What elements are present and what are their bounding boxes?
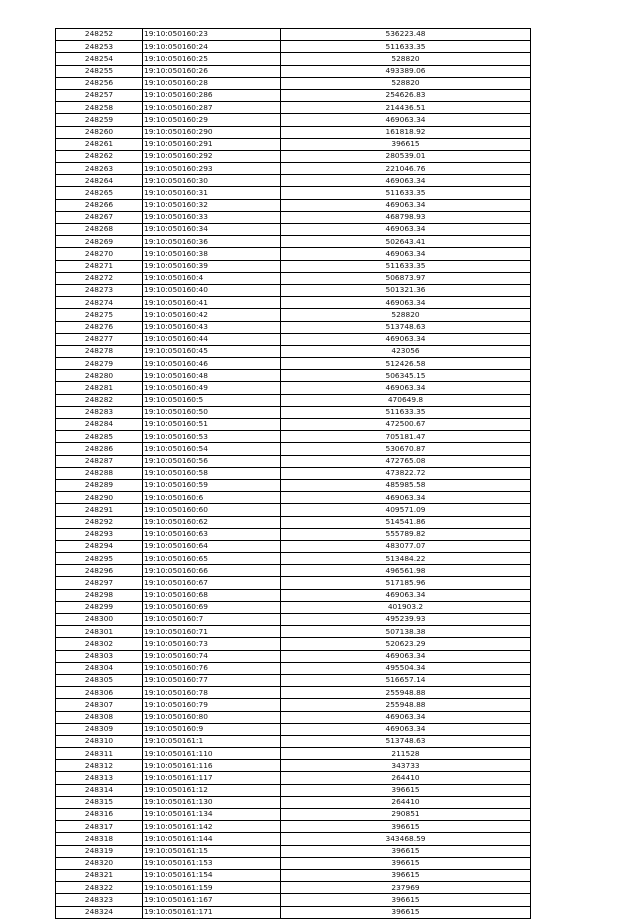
cadastral-number-cell: 19:10:050161:15 <box>143 845 281 857</box>
table-row <box>56 479 531 491</box>
row-number-cell: 248252 <box>56 29 143 41</box>
row-number-cell: 248274 <box>56 297 143 309</box>
row-number-cell: 248292 <box>56 516 143 528</box>
value-cell: 396615 <box>281 845 531 857</box>
row-number-cell: 248268 <box>56 224 143 236</box>
cadastral-number-cell: 19:10:050161:159 <box>143 882 281 894</box>
cadastral-number-cell: 19:10:050160:49 <box>143 382 281 394</box>
value-cell: 396615 <box>281 784 531 796</box>
row-number-cell: 248280 <box>56 370 143 382</box>
cadastral-number-cell: 19:10:050160:65 <box>143 553 281 565</box>
table-row <box>56 382 531 394</box>
row-number-cell: 248272 <box>56 272 143 284</box>
cadastral-number-cell: 19:10:050161:171 <box>143 906 281 918</box>
cadastral-number-cell: 19:10:050160:77 <box>143 674 281 686</box>
value-cell: 520623.29 <box>281 638 531 650</box>
value-cell: 469063.34 <box>281 589 531 601</box>
value-cell: 396615 <box>281 869 531 881</box>
row-number-cell: 248289 <box>56 479 143 491</box>
cadastral-number-cell: 19:10:050160:34 <box>143 224 281 236</box>
table-row <box>56 65 531 77</box>
row-number-cell: 248264 <box>56 175 143 187</box>
cadastral-number-cell: 19:10:050160:58 <box>143 467 281 479</box>
cadastral-number-cell: 19:10:050161:117 <box>143 772 281 784</box>
table-row <box>56 650 531 662</box>
table-row <box>56 882 531 894</box>
value-cell: 469063.34 <box>281 175 531 187</box>
row-number-cell: 248321 <box>56 869 143 881</box>
table-row <box>56 431 531 443</box>
value-cell: 536223.48 <box>281 29 531 41</box>
value-cell: 483077.07 <box>281 540 531 552</box>
cadastral-number-cell: 19:10:050161:1 <box>143 735 281 747</box>
value-cell: 705181.47 <box>281 431 531 443</box>
cadastral-number-cell: 19:10:050160:73 <box>143 638 281 650</box>
row-number-cell: 248276 <box>56 321 143 333</box>
cadastral-number-cell: 19:10:050160:26 <box>143 65 281 77</box>
value-cell: 469063.34 <box>281 248 531 260</box>
cadastral-number-cell: 19:10:050160:5 <box>143 394 281 406</box>
row-number-cell: 248300 <box>56 614 143 626</box>
value-cell: 512426.58 <box>281 358 531 370</box>
table-row <box>56 150 531 162</box>
table-row <box>56 833 531 845</box>
cadastral-number-cell: 19:10:050160:56 <box>143 455 281 467</box>
table-row <box>56 211 531 223</box>
cadastral-number-cell: 19:10:050160:28 <box>143 77 281 89</box>
row-number-cell: 248324 <box>56 906 143 918</box>
row-number-cell: 248302 <box>56 638 143 650</box>
value-cell: 470649.8 <box>281 394 531 406</box>
row-number-cell: 248254 <box>56 53 143 65</box>
value-cell: 396615 <box>281 138 531 150</box>
row-number-cell: 248261 <box>56 138 143 150</box>
value-cell: 511633.35 <box>281 41 531 53</box>
value-cell: 493389.06 <box>281 65 531 77</box>
cadastral-number-cell: 19:10:050160:25 <box>143 53 281 65</box>
table-row <box>56 163 531 175</box>
row-number-cell: 248263 <box>56 163 143 175</box>
cadastral-number-cell: 19:10:050161:142 <box>143 821 281 833</box>
table-row <box>56 869 531 881</box>
table-row <box>56 199 531 211</box>
cadastral-number-cell: 19:10:050161:167 <box>143 894 281 906</box>
row-number-cell: 248279 <box>56 358 143 370</box>
table-row <box>56 748 531 760</box>
cadastral-number-cell: 19:10:050160:23 <box>143 29 281 41</box>
row-number-cell: 248284 <box>56 419 143 431</box>
row-number-cell: 248287 <box>56 455 143 467</box>
row-number-cell: 248262 <box>56 150 143 162</box>
table-row <box>56 443 531 455</box>
row-number-cell: 248313 <box>56 772 143 784</box>
table-row <box>56 394 531 406</box>
cadastral-number-cell: 19:10:050160:286 <box>143 89 281 101</box>
table-row <box>56 126 531 138</box>
row-number-cell: 248318 <box>56 833 143 845</box>
table-row <box>56 723 531 735</box>
cadastral-number-cell: 19:10:050160:64 <box>143 540 281 552</box>
row-number-cell: 248265 <box>56 187 143 199</box>
row-number-cell: 248270 <box>56 248 143 260</box>
row-number-cell: 248315 <box>56 796 143 808</box>
cadastral-number-cell: 19:10:050161:153 <box>143 857 281 869</box>
row-number-cell: 248271 <box>56 260 143 272</box>
row-number-cell: 248303 <box>56 650 143 662</box>
table-row <box>56 906 531 918</box>
cadastral-number-cell: 19:10:050160:7 <box>143 614 281 626</box>
value-cell: 530670.87 <box>281 443 531 455</box>
row-number-cell: 248255 <box>56 65 143 77</box>
value-cell: 511633.35 <box>281 406 531 418</box>
table-row <box>56 711 531 723</box>
table-row <box>56 284 531 296</box>
row-number-cell: 248267 <box>56 211 143 223</box>
row-number-cell: 248298 <box>56 589 143 601</box>
row-number-cell: 248260 <box>56 126 143 138</box>
cadastral-number-cell: 19:10:050161:12 <box>143 784 281 796</box>
value-cell: 211528 <box>281 748 531 760</box>
table-row <box>56 224 531 236</box>
cadastral-number-cell: 19:10:050161:154 <box>143 869 281 881</box>
row-number-cell: 248288 <box>56 467 143 479</box>
value-cell: 290851 <box>281 809 531 821</box>
row-number-cell: 248257 <box>56 89 143 101</box>
cadastral-number-cell: 19:10:050160:76 <box>143 662 281 674</box>
cadastral-number-cell: 19:10:050160:67 <box>143 577 281 589</box>
row-number-cell: 248266 <box>56 199 143 211</box>
row-number-cell: 248285 <box>56 431 143 443</box>
table-row <box>56 516 531 528</box>
table-row <box>56 370 531 382</box>
table-row <box>56 333 531 345</box>
value-cell: 472500.67 <box>281 419 531 431</box>
cadastral-number-cell: 19:10:050160:43 <box>143 321 281 333</box>
table-row <box>56 321 531 333</box>
row-number-cell: 248323 <box>56 894 143 906</box>
row-number-cell: 248294 <box>56 540 143 552</box>
table-row <box>56 845 531 857</box>
row-number-cell: 248259 <box>56 114 143 126</box>
value-cell: 469063.34 <box>281 650 531 662</box>
row-number-cell: 248305 <box>56 674 143 686</box>
cadastral-number-cell: 19:10:050161:134 <box>143 809 281 821</box>
value-cell: 495504.34 <box>281 662 531 674</box>
table-row <box>56 894 531 906</box>
row-number-cell: 248316 <box>56 809 143 821</box>
row-number-cell: 248258 <box>56 102 143 114</box>
row-number-cell: 248278 <box>56 345 143 357</box>
table-row <box>56 345 531 357</box>
cadastral-number-cell: 19:10:050160:41 <box>143 297 281 309</box>
table-row <box>56 41 531 53</box>
value-cell: 514541.86 <box>281 516 531 528</box>
value-cell: 511633.35 <box>281 187 531 199</box>
table-row <box>56 821 531 833</box>
value-cell: 280539.01 <box>281 150 531 162</box>
value-cell: 511633.35 <box>281 260 531 272</box>
table-row <box>56 796 531 808</box>
value-cell: 528820 <box>281 53 531 65</box>
table-row <box>56 102 531 114</box>
table-row <box>56 614 531 626</box>
cadastral-number-cell: 19:10:050160:38 <box>143 248 281 260</box>
value-cell: 468798.93 <box>281 211 531 223</box>
cadastral-number-cell: 19:10:050160:31 <box>143 187 281 199</box>
table-row <box>56 309 531 321</box>
cadastral-number-cell: 19:10:050160:46 <box>143 358 281 370</box>
value-cell: 214436.51 <box>281 102 531 114</box>
table-row <box>56 175 531 187</box>
table-row <box>56 492 531 504</box>
table-row <box>56 528 531 540</box>
table-row <box>56 565 531 577</box>
table-row <box>56 540 531 552</box>
cadastral-number-cell: 19:10:050160:66 <box>143 565 281 577</box>
table-row <box>56 857 531 869</box>
row-number-cell: 248312 <box>56 760 143 772</box>
value-cell: 513748.63 <box>281 735 531 747</box>
cadastral-number-cell: 19:10:050160:293 <box>143 163 281 175</box>
value-cell: 469063.34 <box>281 711 531 723</box>
value-cell: 528820 <box>281 77 531 89</box>
row-number-cell: 248301 <box>56 626 143 638</box>
table-row <box>56 577 531 589</box>
cadastral-number-cell: 19:10:050160:36 <box>143 236 281 248</box>
value-cell: 396615 <box>281 821 531 833</box>
value-cell: 513748.63 <box>281 321 531 333</box>
cadastral-number-cell: 19:10:050160:71 <box>143 626 281 638</box>
row-number-cell: 248317 <box>56 821 143 833</box>
value-cell: 506873.97 <box>281 272 531 284</box>
cadastral-number-cell: 19:10:050160:6 <box>143 492 281 504</box>
value-cell: 343468.59 <box>281 833 531 845</box>
cadastral-number-cell: 19:10:050160:59 <box>143 479 281 491</box>
table-row <box>56 674 531 686</box>
table-row <box>56 638 531 650</box>
value-cell: 264410 <box>281 796 531 808</box>
cadastral-number-cell: 19:10:050160:291 <box>143 138 281 150</box>
value-cell: 396615 <box>281 857 531 869</box>
cadastral-number-cell: 19:10:050160:4 <box>143 272 281 284</box>
cadastral-number-cell: 19:10:050160:290 <box>143 126 281 138</box>
value-cell: 496561.98 <box>281 565 531 577</box>
row-number-cell: 248314 <box>56 784 143 796</box>
value-cell: 469063.34 <box>281 199 531 211</box>
cadastral-number-cell: 19:10:050160:63 <box>143 528 281 540</box>
table-row <box>56 772 531 784</box>
value-cell: 513484.22 <box>281 553 531 565</box>
row-number-cell: 248304 <box>56 662 143 674</box>
cadastral-number-cell: 19:10:050160:68 <box>143 589 281 601</box>
table-row <box>56 406 531 418</box>
table-row <box>56 735 531 747</box>
table-row <box>56 260 531 272</box>
value-cell: 396615 <box>281 894 531 906</box>
value-cell: 469063.34 <box>281 492 531 504</box>
cadastral-number-cell: 19:10:050160:45 <box>143 345 281 357</box>
row-number-cell: 248307 <box>56 699 143 711</box>
value-cell: 501321.36 <box>281 284 531 296</box>
value-cell: 506345.15 <box>281 370 531 382</box>
cadastral-number-cell: 19:10:050160:44 <box>143 333 281 345</box>
table-row <box>56 187 531 199</box>
row-number-cell: 248309 <box>56 723 143 735</box>
cadastral-number-cell: 19:10:050160:78 <box>143 687 281 699</box>
cadastral-number-cell: 19:10:050161:130 <box>143 796 281 808</box>
row-number-cell: 248306 <box>56 687 143 699</box>
value-cell: 221046.76 <box>281 163 531 175</box>
row-number-cell: 248283 <box>56 406 143 418</box>
cadastral-number-cell: 19:10:050160:53 <box>143 431 281 443</box>
cadastral-number-cell: 19:10:050160:48 <box>143 370 281 382</box>
value-cell: 237969 <box>281 882 531 894</box>
table-row <box>56 29 531 41</box>
row-number-cell: 248295 <box>56 553 143 565</box>
value-cell: 517185.96 <box>281 577 531 589</box>
cadastral-number-cell: 19:10:050160:69 <box>143 601 281 613</box>
cadastral-number-cell: 19:10:050160:62 <box>143 516 281 528</box>
cadastral-number-cell: 19:10:050160:29 <box>143 114 281 126</box>
value-cell: 528820 <box>281 309 531 321</box>
table-row <box>56 236 531 248</box>
data-table <box>55 28 531 919</box>
table-row <box>56 699 531 711</box>
cadastral-number-cell: 19:10:050160:9 <box>143 723 281 735</box>
row-number-cell: 248290 <box>56 492 143 504</box>
table-row <box>56 114 531 126</box>
row-number-cell: 248320 <box>56 857 143 869</box>
value-cell: 409571.09 <box>281 504 531 516</box>
row-number-cell: 248286 <box>56 443 143 455</box>
value-cell: 254626.83 <box>281 89 531 101</box>
cadastral-number-cell: 19:10:050160:74 <box>143 650 281 662</box>
cadastral-number-cell: 19:10:050160:50 <box>143 406 281 418</box>
row-number-cell: 248291 <box>56 504 143 516</box>
cadastral-number-cell: 19:10:050160:24 <box>143 41 281 53</box>
table-row <box>56 455 531 467</box>
cadastral-number-cell: 19:10:050160:79 <box>143 699 281 711</box>
value-cell: 469063.34 <box>281 382 531 394</box>
row-number-cell: 248299 <box>56 601 143 613</box>
value-cell: 555789.82 <box>281 528 531 540</box>
cadastral-number-cell: 19:10:050160:60 <box>143 504 281 516</box>
value-cell: 472765.08 <box>281 455 531 467</box>
value-cell: 255948.88 <box>281 687 531 699</box>
row-number-cell: 248297 <box>56 577 143 589</box>
row-number-cell: 248277 <box>56 333 143 345</box>
table-row <box>56 687 531 699</box>
cadastral-number-cell: 19:10:050160:40 <box>143 284 281 296</box>
table-row <box>56 784 531 796</box>
cadastral-number-cell: 19:10:050160:42 <box>143 309 281 321</box>
cadastral-number-cell: 19:10:050160:39 <box>143 260 281 272</box>
cadastral-number-cell: 19:10:050160:80 <box>143 711 281 723</box>
value-cell: 469063.34 <box>281 297 531 309</box>
value-cell: 469063.34 <box>281 333 531 345</box>
value-cell: 502643.41 <box>281 236 531 248</box>
value-cell: 423056 <box>281 345 531 357</box>
value-cell: 473822.72 <box>281 467 531 479</box>
table-row <box>56 248 531 260</box>
row-number-cell: 248256 <box>56 77 143 89</box>
value-cell: 161818.92 <box>281 126 531 138</box>
cadastral-number-cell: 19:10:050161:116 <box>143 760 281 772</box>
table-row <box>56 419 531 431</box>
table-body <box>56 29 531 919</box>
value-cell: 516657.14 <box>281 674 531 686</box>
value-cell: 401903.2 <box>281 601 531 613</box>
table-row <box>56 358 531 370</box>
table-row <box>56 809 531 821</box>
table-row <box>56 626 531 638</box>
table-row <box>56 760 531 772</box>
table-row <box>56 504 531 516</box>
row-number-cell: 248296 <box>56 565 143 577</box>
row-number-cell: 248282 <box>56 394 143 406</box>
cadastral-number-cell: 19:10:050160:33 <box>143 211 281 223</box>
table-row <box>56 662 531 674</box>
row-number-cell: 248308 <box>56 711 143 723</box>
cadastral-number-cell: 19:10:050160:287 <box>143 102 281 114</box>
value-cell: 485985.58 <box>281 479 531 491</box>
value-cell: 255948.88 <box>281 699 531 711</box>
value-cell: 469063.34 <box>281 224 531 236</box>
table-row <box>56 272 531 284</box>
value-cell: 469063.34 <box>281 114 531 126</box>
row-number-cell: 248310 <box>56 735 143 747</box>
value-cell: 343733 <box>281 760 531 772</box>
cadastral-number-cell: 19:10:050160:51 <box>143 419 281 431</box>
cadastral-number-cell: 19:10:050161:144 <box>143 833 281 845</box>
cadastral-number-cell: 19:10:050161:110 <box>143 748 281 760</box>
table-row <box>56 77 531 89</box>
table-row <box>56 297 531 309</box>
row-number-cell: 248273 <box>56 284 143 296</box>
cadastral-number-cell: 19:10:050160:292 <box>143 150 281 162</box>
row-number-cell: 248269 <box>56 236 143 248</box>
cadastral-number-cell: 19:10:050160:54 <box>143 443 281 455</box>
value-cell: 469063.34 <box>281 723 531 735</box>
cadastral-number-cell: 19:10:050160:32 <box>143 199 281 211</box>
row-number-cell: 248322 <box>56 882 143 894</box>
table-row <box>56 467 531 479</box>
row-number-cell: 248281 <box>56 382 143 394</box>
table-row <box>56 53 531 65</box>
row-number-cell: 248275 <box>56 309 143 321</box>
row-number-cell: 248319 <box>56 845 143 857</box>
value-cell: 396615 <box>281 906 531 918</box>
table-row <box>56 138 531 150</box>
row-number-cell: 248253 <box>56 41 143 53</box>
value-cell: 507138.38 <box>281 626 531 638</box>
row-number-cell: 248293 <box>56 528 143 540</box>
table-row <box>56 89 531 101</box>
row-number-cell: 248311 <box>56 748 143 760</box>
value-cell: 495239.93 <box>281 614 531 626</box>
table-row <box>56 601 531 613</box>
table-row <box>56 589 531 601</box>
value-cell: 264410 <box>281 772 531 784</box>
cadastral-number-cell: 19:10:050160:30 <box>143 175 281 187</box>
table-row <box>56 553 531 565</box>
